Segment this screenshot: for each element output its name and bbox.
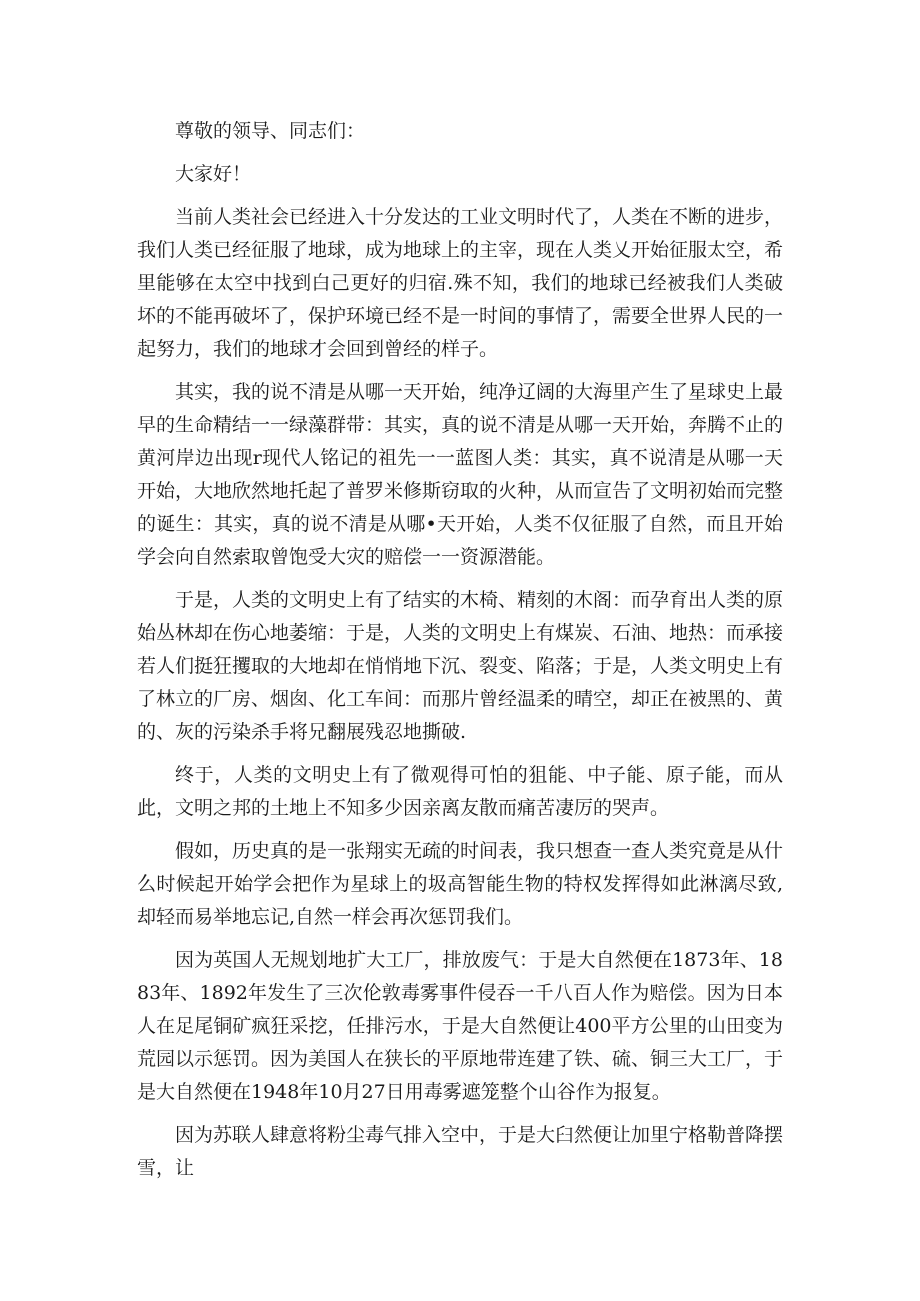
paragraph-4: 终于，人类的文明史上有了微观得可怕的狙能、中子能、原子能，而从此，文明之邦的土地上不知多少因亲离友散而痛苦凄厉的哭声。	[137, 764, 783, 819]
greeting: 大家好！	[175, 163, 252, 185]
paragraph-1: 当前人类社会已经进入十分发达的工业文明时代了，人类在不断的进步，我们人类已经征服了地球，成为地球上的主宰，现在人类乂开始征服太空，希里能够在太空中找到白己更好的归宿.殊不知，我们的地球已经被我们人类破坏的不能再破坏了，保护环境已经不是一时间的事情了，需要全世界人民的一起努力，我们的地球才会回到曾经的样子。	[137, 206, 784, 360]
paragraph-6: 因为英国人无规划地扩大工厂，排放废气：于是大自然便在1873年、1883年、1892年发生了三次伦敦毒雾事件侵吞一千八百人作为赔偿。因为日本人在足尾铜矿疯狂采挖，任排污水，于是大自然便让400平方公里的山田变为荒园以示惩罚。因为美国人在狭长的平原地带连建了铁、硫、铜三大工厂，于是大自然便在1948年10月27日用毒雾遮笼整个山谷作为报复。	[137, 949, 784, 1103]
paragraph-5: 假如，历史真的是一张翔实无疏的时间表，我只想查一查人类究竟是从什么时候起开始学会把作为星球上的圾高智能生物的特权发挥得如此淋漓尽致,却轻而易举地忘记,自然一样会再次惩罚我们。	[137, 840, 784, 928]
salutation: 尊敬的领导、同志们：	[175, 120, 366, 142]
speech-body	[137, 115, 783, 1195]
paragraph-3: 于是，人类的文明史上有了结实的木椅、精刻的木阁：而孕育出人类的原始丛林却在伤心地萎缩：于是，人类的文明史上有煤炭、石油、地热：而承接若人们挺狂攫取的大地却在悄悄地下沉、裂变、陷落；于是，人类文明史上有了林立的厂房、烟囱、化工车间：而那片曾经温柔的晴空，却正在被黑的、黄的、灰的污染杀手将兄翻展残忍地撕破.	[137, 589, 784, 743]
paragraph-2: 其实，我的说不清是从哪一天开始，纯净辽阔的大海里产生了星球史上最早的生命精结一一绿藻群带：其实，真的说不清是从哪一天开始，奔腾不止的黄河岸边出现r现代人铭记的祖先一一蓝图人类：其实，真不说清是从哪一天开始，大地欣然地托起了普罗米修斯窃取的火种，从而宣告了文明初始而完整的诞生：其实，真的说不清是从哪•天开始，人类不仅征服了自然，而且开始学会向自然索取曾饱受大灾的赔偿一一资源潜能。	[137, 381, 784, 568]
paragraph-7: 因为苏联人肆意将粉尘毒气排入空中，于是大臼然便让加里宁格勒普降摆雪，让	[137, 1124, 784, 1179]
